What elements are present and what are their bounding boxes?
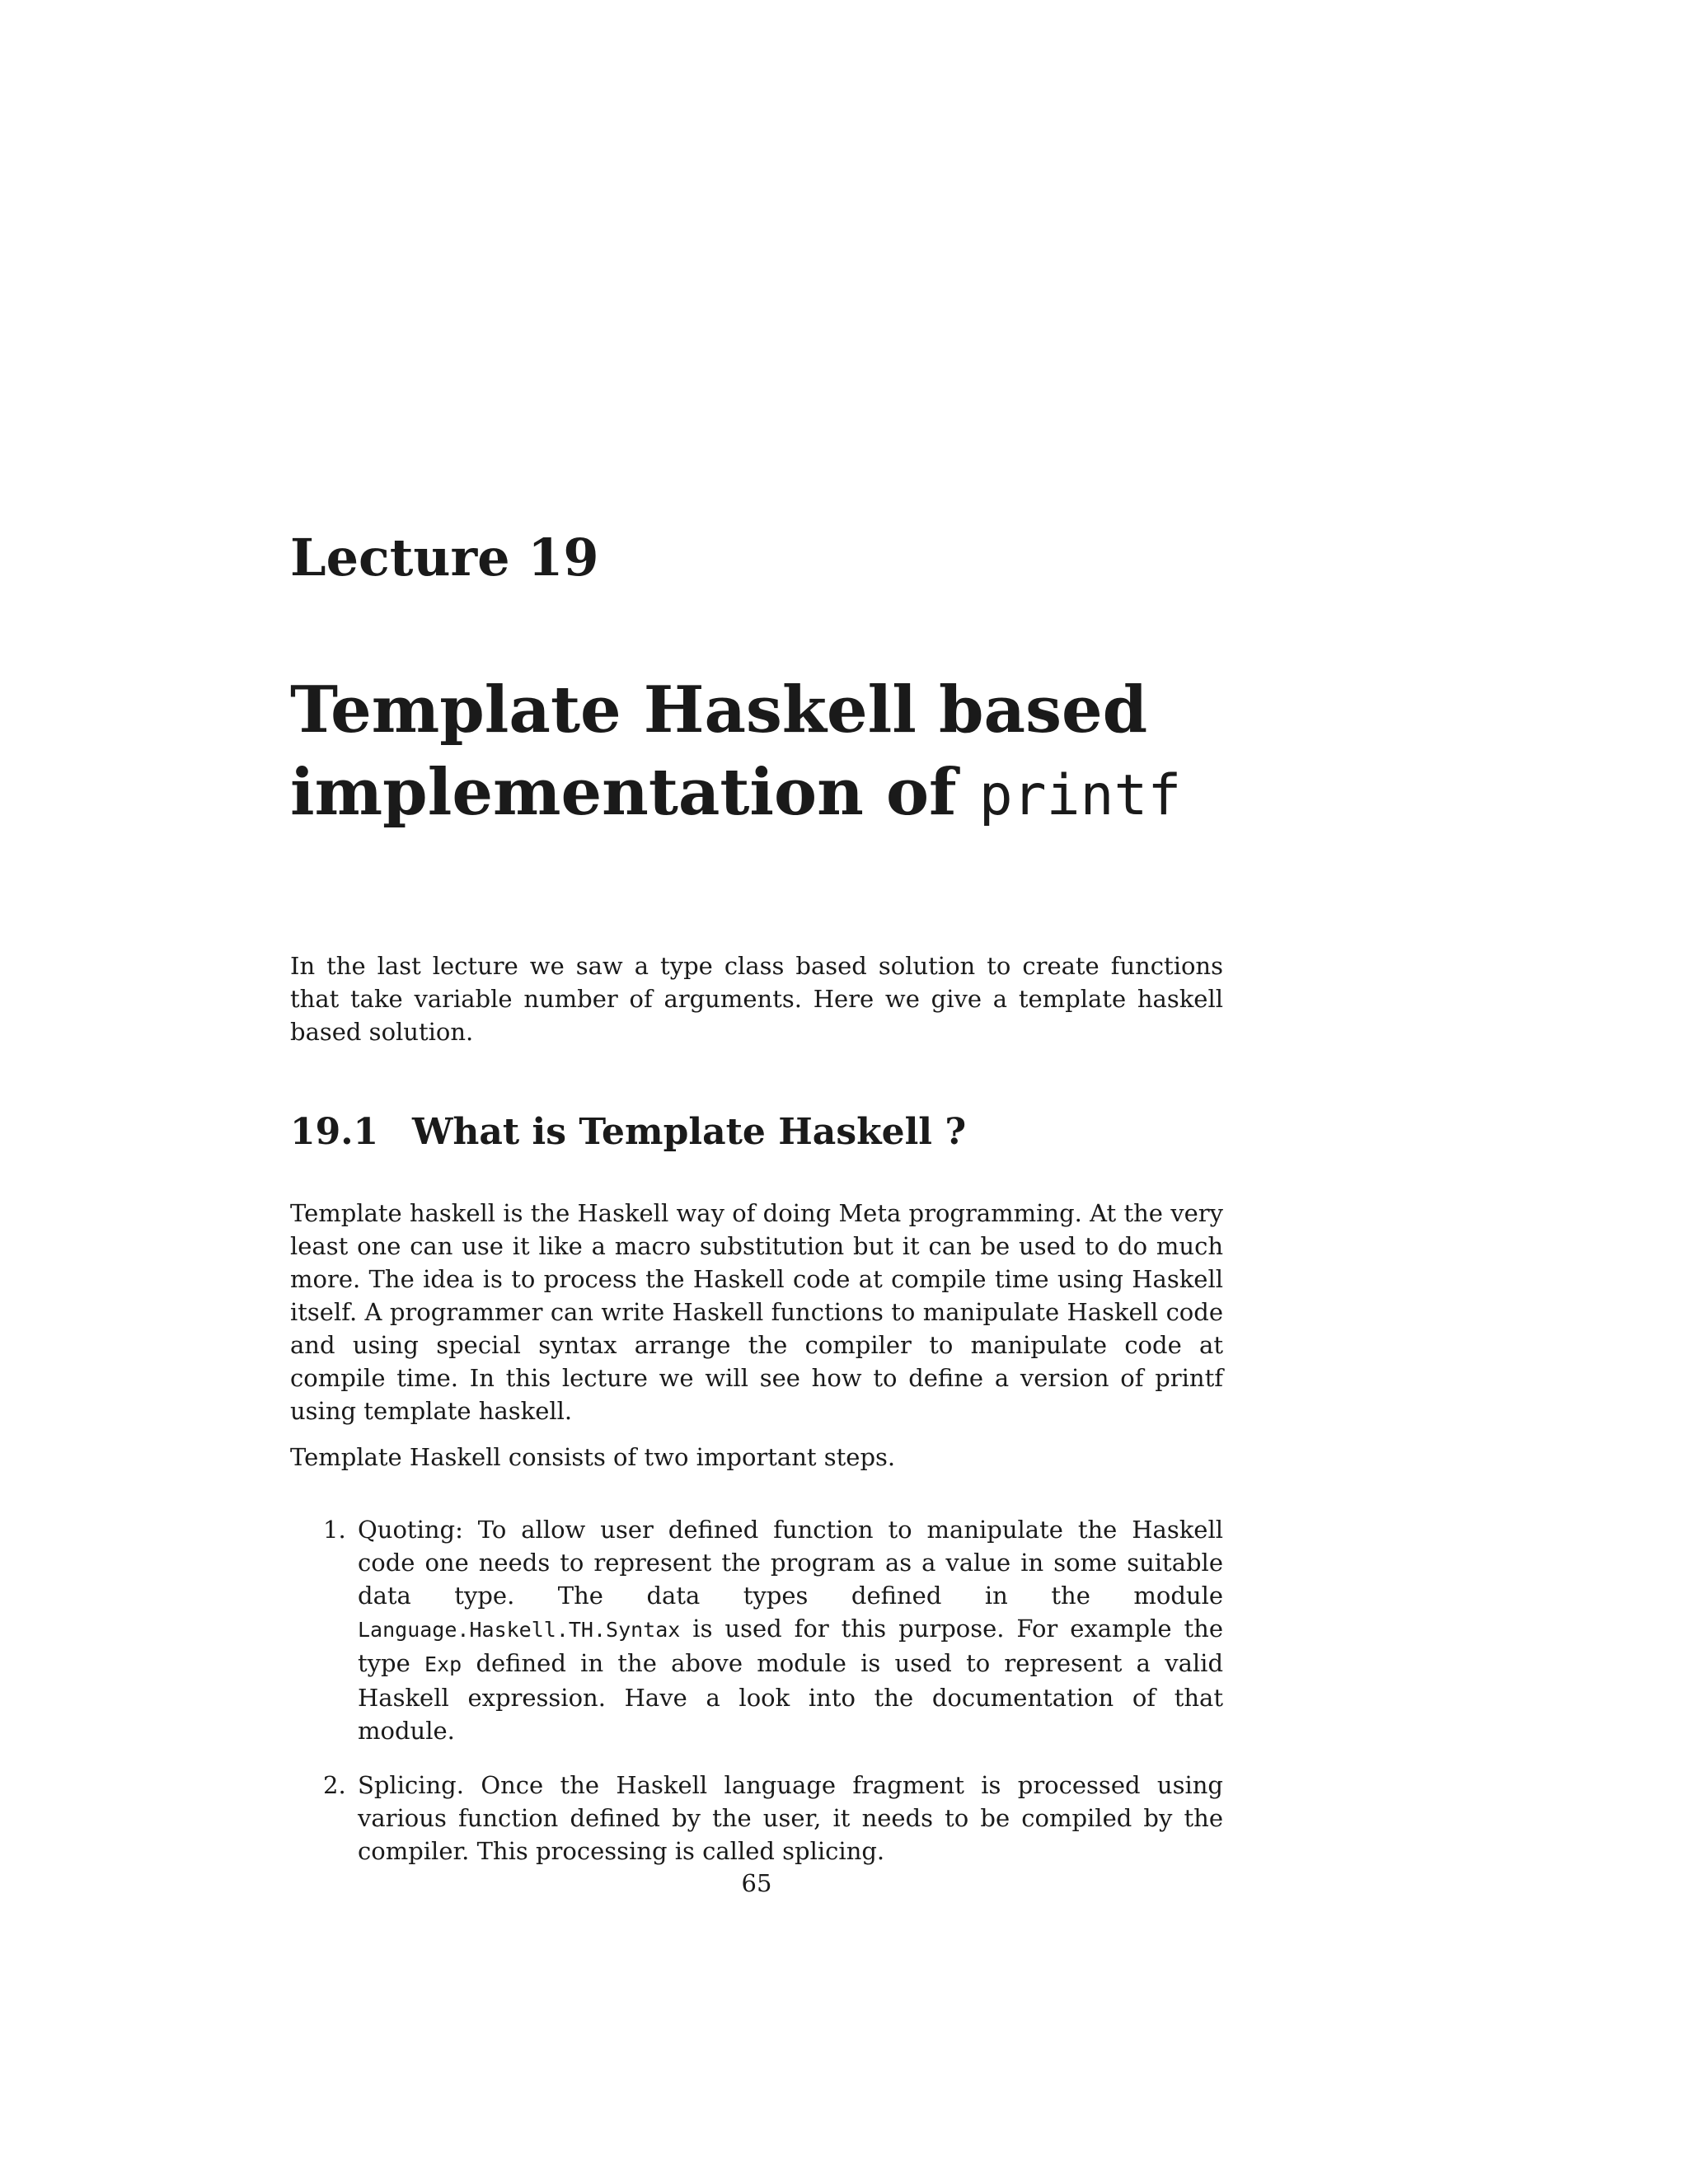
list-item-text: defined in the above module is used to represent a valid Haskell expression. Have a look into the documentation of that module. [358, 1649, 1224, 1745]
list-item [290, 1513, 1223, 1747]
body-paragraph: Template haskell is the Haskell way of doing Meta programming. At the very least one can use it like a macro substitution but it can be used to do much more. The idea is to process the Haskell code at compile time using Haskell itself. A programmer can write Haskell functions to manipulate Haskell code and using special syntax arrange the compiler to manipulate code at compile time. In this lecture we will see how to define a version of printf using template haskell. [290, 1199, 1223, 1425]
body-paragraph: Template Haskell consists of two important steps. [290, 1443, 896, 1471]
chapter-title [290, 669, 1362, 837]
list-marker: 2. [323, 1771, 346, 1799]
steps-list [290, 1513, 1223, 1868]
section-title: What is Template Haskell ? [412, 1111, 967, 1153]
section-number: 19.1 [290, 1111, 379, 1153]
intro-paragraph: In the last lecture we saw a type class based solution to create functions that take variable number of arguments. Here we give a template haskell based solution. [290, 952, 1223, 1046]
section-heading [290, 1111, 966, 1155]
page-number: 65 [741, 1869, 772, 1897]
code-type-name: Exp [424, 1652, 462, 1676]
list-marker: 1. [323, 1516, 346, 1544]
chapter-title-code: printf [978, 763, 1182, 828]
list-item-text: Quoting: To allow user defined function to manipulate the Haskell code one needs to represent the program as a value in some suitable data type. The data types defined in the module [358, 1516, 1223, 1610]
chapter-label: Lecture 19 [290, 527, 599, 588]
list-item [290, 1769, 1223, 1868]
code-module-name: Language.Haskell.TH.Syntax [358, 1618, 681, 1642]
chapter-title-line2: implementation of [290, 755, 979, 830]
chapter-title-line1: Template Haskell based [290, 673, 1148, 748]
list-item-text: is used for this purpose. For example the type [358, 1615, 1223, 1677]
list-item-text: Splicing. Once the Haskell language fragment is processed using various function defined by the user, it needs to be compiled by the compiler. This processing is called splicing. [358, 1771, 1223, 1865]
